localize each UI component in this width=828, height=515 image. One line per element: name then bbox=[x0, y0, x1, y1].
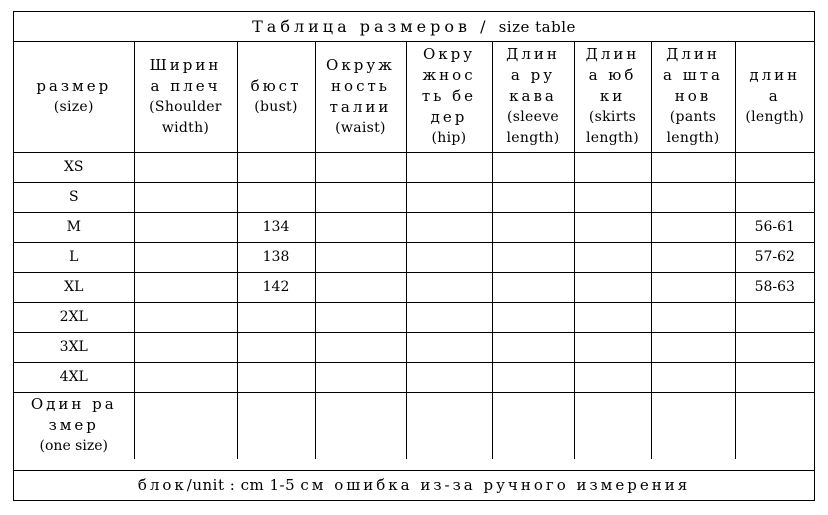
table-cell bbox=[574, 212, 651, 242]
table-cell bbox=[574, 152, 651, 182]
measurement-note bbox=[14, 470, 814, 500]
column-header-ru-line: талии bbox=[329, 97, 392, 116]
size-label: S bbox=[14, 182, 134, 212]
column-header bbox=[134, 42, 237, 152]
table-cell bbox=[406, 182, 492, 212]
table-cell bbox=[406, 302, 492, 332]
table-cell bbox=[735, 302, 814, 332]
table-cell bbox=[574, 242, 651, 272]
table-cell bbox=[315, 152, 406, 182]
size-grid bbox=[14, 42, 814, 459]
column-header bbox=[574, 42, 651, 152]
column-header bbox=[315, 42, 406, 152]
size-label: 3XL bbox=[14, 332, 134, 362]
column-header-en-line: (length) bbox=[745, 109, 805, 126]
column-header-ru-line: ки bbox=[599, 87, 626, 106]
header-row bbox=[14, 42, 814, 152]
table-cell bbox=[735, 362, 814, 392]
size-label: XS bbox=[14, 152, 134, 182]
column-header-ru-line: а шта bbox=[663, 66, 723, 85]
table-row bbox=[14, 212, 814, 242]
column-header-en-line: (Shoulder bbox=[149, 98, 222, 115]
table-cell bbox=[651, 212, 735, 242]
table-cell bbox=[651, 392, 735, 459]
column-header-en-line: length) bbox=[666, 130, 720, 147]
table-row bbox=[14, 362, 814, 392]
table-cell bbox=[237, 182, 315, 212]
table-cell bbox=[735, 332, 814, 362]
column-header-ru-line: Длин bbox=[506, 45, 560, 64]
table-cell bbox=[406, 212, 492, 242]
column-header bbox=[651, 42, 735, 152]
table-cell bbox=[237, 392, 315, 459]
table-cell bbox=[492, 272, 574, 302]
table-cell: 57-62 bbox=[735, 242, 814, 272]
column-header-ru-line: а плеч bbox=[150, 76, 221, 95]
table-cell bbox=[315, 332, 406, 362]
table-cell: 142 bbox=[237, 272, 315, 302]
table-cell bbox=[406, 332, 492, 362]
table-cell bbox=[134, 182, 237, 212]
table-cell bbox=[735, 152, 814, 182]
column-header-ru-line: бюст bbox=[250, 76, 302, 95]
table-cell: 56-61 bbox=[735, 212, 814, 242]
column-header-ru-line: Окру bbox=[422, 45, 476, 64]
table-cell bbox=[574, 302, 651, 332]
size-label-one-size bbox=[14, 392, 134, 459]
table-cell bbox=[492, 362, 574, 392]
table-cell bbox=[492, 152, 574, 182]
column-header-en-line: width) bbox=[161, 119, 210, 136]
table-cell bbox=[134, 302, 237, 332]
table-row bbox=[14, 332, 814, 362]
table-cell bbox=[651, 332, 735, 362]
table-cell bbox=[134, 392, 237, 459]
table-cell bbox=[134, 362, 237, 392]
table-cell bbox=[651, 182, 735, 212]
table-cell bbox=[237, 302, 315, 332]
column-header-ru-line: нов bbox=[674, 87, 712, 106]
table-cell bbox=[134, 242, 237, 272]
table-cell bbox=[315, 302, 406, 332]
table-cell bbox=[134, 332, 237, 362]
table-cell bbox=[406, 362, 492, 392]
size-label: XL bbox=[14, 272, 134, 302]
table-cell bbox=[735, 392, 814, 459]
column-header-ru-line: Длин bbox=[666, 45, 720, 64]
column-header-ru-line: ть бе bbox=[421, 87, 477, 106]
table-cell: 138 bbox=[237, 242, 315, 272]
table-cell bbox=[574, 272, 651, 302]
table-row bbox=[14, 242, 814, 272]
column-header bbox=[237, 42, 315, 152]
column-header bbox=[406, 42, 492, 152]
column-header-ru-line: а юб bbox=[588, 66, 637, 85]
table-cell bbox=[492, 182, 574, 212]
column-header-ru-line: а bbox=[768, 87, 781, 106]
table-cell bbox=[237, 362, 315, 392]
column-header-ru-line: ность bbox=[331, 76, 390, 95]
table-cell bbox=[134, 272, 237, 302]
title-en: size table bbox=[498, 18, 576, 36]
column-header-ru-line: а ру bbox=[510, 66, 556, 85]
column-header-ru-line: дер bbox=[430, 108, 468, 127]
size-label: 2XL bbox=[14, 302, 134, 332]
size-label: M bbox=[14, 212, 134, 242]
footer-ru-prefix: блок bbox=[137, 476, 187, 494]
table-cell bbox=[315, 242, 406, 272]
table-cell bbox=[492, 212, 574, 242]
table-cell bbox=[406, 392, 492, 459]
table-cell bbox=[492, 332, 574, 362]
table-cell bbox=[651, 302, 735, 332]
column-header bbox=[492, 42, 574, 152]
column-header-ru-line: жнос bbox=[422, 66, 476, 85]
table-cell bbox=[406, 152, 492, 182]
size-label: 4XL bbox=[14, 362, 134, 392]
footer-unit: /unit : cm 1-5 bbox=[186, 476, 301, 494]
column-header-ru-line: размер bbox=[36, 76, 112, 95]
table-cell bbox=[574, 182, 651, 212]
table-row bbox=[14, 182, 814, 212]
column-header-en-line: length) bbox=[506, 130, 560, 147]
table-cell bbox=[735, 182, 814, 212]
column-header bbox=[735, 42, 814, 152]
table-cell bbox=[492, 392, 574, 459]
column-header-en-line: (skirts bbox=[588, 109, 637, 126]
table-row-one-size bbox=[14, 392, 814, 459]
table-cell bbox=[315, 392, 406, 459]
column-header-en-line: (sleeve bbox=[507, 109, 559, 126]
table-cell bbox=[574, 332, 651, 362]
table-cell bbox=[651, 242, 735, 272]
column-header-en-line: (bust) bbox=[254, 98, 298, 115]
column-header-en-line: (hip) bbox=[431, 130, 467, 147]
footer-ru-suffix: см ошибка из-за ручного измерения bbox=[300, 476, 691, 494]
table-cell: 58-63 bbox=[735, 272, 814, 302]
table-cell bbox=[651, 362, 735, 392]
one-size-ru-line: Один ра bbox=[30, 395, 117, 414]
one-size-en: (one size) bbox=[39, 438, 108, 455]
table-cell: 134 bbox=[237, 212, 315, 242]
column-header-ru-line: длин bbox=[749, 66, 801, 85]
table-row bbox=[14, 152, 814, 182]
size-label: L bbox=[14, 242, 134, 272]
column-header-en-line: (waist) bbox=[335, 119, 386, 136]
table-cell bbox=[134, 212, 237, 242]
column-header-ru-line: кава bbox=[509, 87, 557, 106]
table-cell bbox=[574, 392, 651, 459]
one-size-ru-line: змер bbox=[48, 416, 99, 435]
table-cell bbox=[406, 272, 492, 302]
table-cell bbox=[134, 152, 237, 182]
table-row bbox=[14, 272, 814, 302]
table-cell bbox=[315, 212, 406, 242]
table-row bbox=[14, 302, 814, 332]
table-cell bbox=[315, 362, 406, 392]
table-cell bbox=[651, 272, 735, 302]
table-cell bbox=[574, 362, 651, 392]
column-header-en-line: (size) bbox=[53, 98, 94, 115]
table-cell bbox=[651, 152, 735, 182]
table-cell bbox=[315, 182, 406, 212]
table-title bbox=[14, 12, 814, 42]
table-cell bbox=[315, 272, 406, 302]
column-header-ru-line: Ширин bbox=[149, 55, 222, 74]
table-cell bbox=[237, 332, 315, 362]
table-cell bbox=[492, 242, 574, 272]
size-table-sheet bbox=[13, 11, 815, 501]
column-header-ru-line: Длин bbox=[585, 45, 640, 64]
title-separator: / bbox=[471, 17, 499, 36]
table-cell bbox=[406, 242, 492, 272]
column-header-en-line: (pants bbox=[669, 109, 717, 126]
column-header-ru-line: Окруж bbox=[326, 55, 395, 74]
title-ru: Таблица размеров bbox=[252, 17, 472, 36]
table-cell bbox=[492, 302, 574, 332]
table-cell bbox=[237, 152, 315, 182]
column-header-en-line: length) bbox=[586, 130, 639, 147]
column-header bbox=[14, 42, 134, 152]
